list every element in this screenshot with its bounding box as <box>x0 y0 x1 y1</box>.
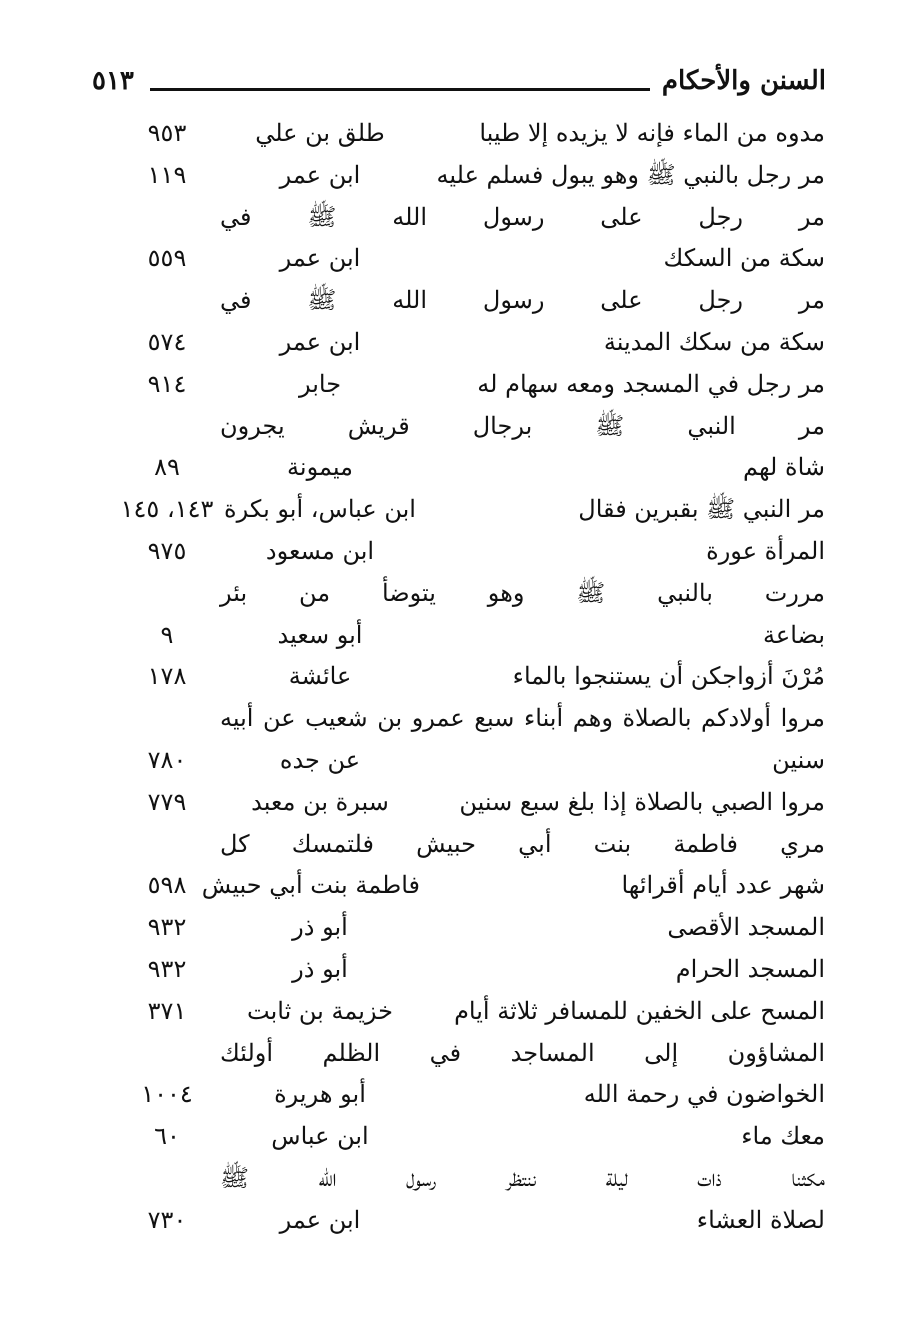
hadith-text: المشاؤون إلى المساجد في الظلم أولئك <box>220 1038 825 1067</box>
narrator-name: ابن عمر <box>279 1205 361 1234</box>
hadith-number: ٦٠ <box>154 1122 180 1151</box>
hadith-text: مكثنا ذات ليلة ننتظر رسول الله ﷺ <box>220 1163 825 1192</box>
hadith-number: ٩٧٥ <box>147 536 187 565</box>
index-row <box>0 1074 911 1116</box>
hadith-text: المرأة عورة <box>706 536 825 565</box>
hadith-text: بضاعة <box>763 620 825 649</box>
hadith-number: ٩ <box>160 620 174 649</box>
hadith-number: ١٤٣، ١٤٥ <box>120 495 214 524</box>
narrator-name: أبو سعيد <box>277 620 363 649</box>
index-row <box>0 949 911 991</box>
hadith-text: مري فاطمة بنت أبي حبيش فلتمسك كل <box>220 829 825 858</box>
hadith-number: ٩٣٢ <box>147 913 187 942</box>
header-rule <box>150 88 650 91</box>
hadith-number: ٥٧٤ <box>147 327 187 356</box>
index-row <box>0 991 911 1033</box>
index-row <box>0 1033 911 1075</box>
narrator-name: ابن عباس، أبو بكرة <box>224 495 416 524</box>
hadith-text: مر رجل على رسول الله ﷺ في <box>220 202 825 231</box>
index-row <box>0 698 911 740</box>
index-row <box>0 1200 911 1242</box>
page-header <box>92 62 826 110</box>
hadith-number: ٩٥٣ <box>147 119 187 147</box>
hadith-number: ٥٩٨ <box>147 871 187 900</box>
index-row <box>0 865 911 907</box>
hadith-text: مدوه من الماء فإنه لا يزيده إلا طيبا <box>479 119 825 147</box>
hadith-text: مروا الصبي بالصلاة إذا بلغ سبع سنين <box>459 787 825 816</box>
narrator-name: فاطمة بنت أبي حبيش <box>201 871 420 900</box>
index-row <box>0 113 911 155</box>
hadith-text: شاة لهم <box>743 453 825 482</box>
index-row <box>0 573 911 615</box>
hadith-text: مُرْنَ أزواجكن أن يستنجوا بالماء <box>512 662 825 691</box>
hadith-text: سكة من سكك المدينة <box>603 327 825 356</box>
hadith-text: المسجد الحرام <box>675 954 825 983</box>
page-number: ٥١٣ <box>92 66 134 96</box>
index-row <box>0 1116 911 1158</box>
hadith-text: مر رجل في المسجد ومعه سهام له <box>477 369 825 398</box>
narrator-name: ابن عمر <box>279 327 361 356</box>
index-row <box>0 322 911 364</box>
index-row <box>0 740 911 782</box>
index-row <box>0 406 911 448</box>
hadith-number: ٧٧٩ <box>147 787 187 816</box>
hadith-number: ٧٣٠ <box>147 1205 187 1234</box>
narrator-name: ابن عمر <box>279 244 361 273</box>
index-row <box>0 489 911 531</box>
hadith-number: ٥٥٩ <box>147 244 187 273</box>
narrator-name: ابن عباس <box>271 1122 369 1151</box>
hadith-number: ٧٨٠ <box>147 745 187 774</box>
index-row <box>0 447 911 489</box>
narrator-name: ابن مسعود <box>265 536 375 565</box>
hadith-text: مروا أولادكم بالصلاة وهم أبناء سبع عمرو بن شعيب عن أبيه <box>220 704 825 733</box>
hadith-number: ١١٩ <box>147 160 187 189</box>
index-row <box>0 1158 911 1200</box>
hadith-text: سكة من السكك <box>663 244 825 273</box>
narrator-name: ميمونة <box>287 453 353 482</box>
index-list <box>0 113 911 1242</box>
narrator-name: سبرة بن معبد <box>251 787 389 816</box>
hadith-text: مر رجل بالنبي ﷺ وهو يبول فسلم عليه <box>436 160 825 189</box>
hadith-number: ١٠٠٤ <box>141 1080 193 1109</box>
hadith-text: مررت بالنبي ﷺ وهو يتوضأ من بئر <box>220 578 825 607</box>
narrator-name: عائشة <box>288 662 352 691</box>
hadith-number: ١٧٨ <box>147 662 187 691</box>
index-row <box>0 656 911 698</box>
index-row <box>0 824 911 866</box>
hadith-text: الخواضون في رحمة الله <box>583 1080 825 1109</box>
index-row <box>0 280 911 322</box>
hadith-text: المسجد الأقصى <box>667 913 825 942</box>
hadith-text: سنين <box>772 745 825 774</box>
narrator-name: أبو ذر <box>292 954 348 983</box>
narrator-name: أبو ذر <box>292 913 348 942</box>
hadith-number: ٣٧١ <box>147 996 187 1025</box>
hadith-text: مر النبي ﷺ برجال قريش يجرون <box>220 411 825 440</box>
hadith-text: مر النبي ﷺ بقبرين فقال <box>578 495 825 524</box>
hadith-text: المسح على الخفين للمسافر ثلاثة أيام <box>454 996 825 1025</box>
index-row <box>0 238 911 280</box>
narrator-name: عن جده <box>279 745 361 774</box>
hadith-text: شهر عدد أيام أقرائها <box>621 871 825 900</box>
index-row <box>0 197 911 239</box>
index-row <box>0 531 911 573</box>
hadith-number: ٩٣٢ <box>147 954 187 983</box>
index-row <box>0 155 911 197</box>
hadith-text: مر رجل على رسول الله ﷺ في <box>220 286 825 315</box>
hadith-text: معك ماء <box>741 1122 825 1151</box>
index-row <box>0 782 911 824</box>
hadith-number: ٨٩ <box>154 453 180 482</box>
index-row <box>0 907 911 949</box>
hadith-text: لصلاة العشاء <box>696 1205 825 1234</box>
narrator-name: أبو هريرة <box>274 1080 366 1109</box>
index-row <box>0 364 911 406</box>
narrator-name: خزيمة بن ثابت <box>247 996 393 1025</box>
narrator-name: جابر <box>298 369 342 398</box>
index-row <box>0 615 911 657</box>
running-title: السنن والأحكام <box>661 66 826 96</box>
narrator-name: ابن عمر <box>279 160 361 189</box>
hadith-number: ٩١٤ <box>147 369 187 398</box>
narrator-name: طلق بن علي <box>255 119 385 147</box>
